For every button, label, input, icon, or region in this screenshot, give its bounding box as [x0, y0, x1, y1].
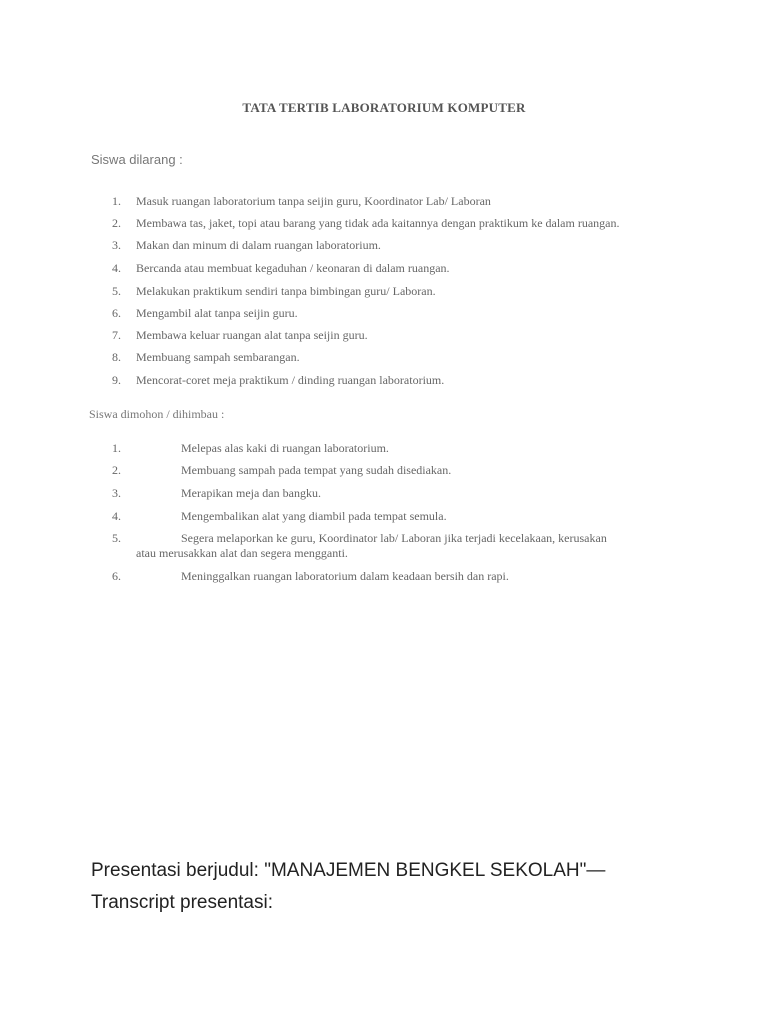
list-item-text: Membuang sampah sembarangan.	[136, 350, 300, 364]
list-item-number: 5.	[112, 284, 121, 298]
list-item-text: Mengambil alat tanpa seijin guru.	[136, 306, 298, 320]
list-item-text: Membawa keluar ruangan alat tanpa seijin guru.	[136, 328, 368, 342]
list-item-number: 6.	[112, 569, 121, 583]
section-requested-label: Siswa dimohon / dihimbau :	[89, 407, 225, 421]
list-item-text: Bercanda atau membuat kegaduhan / keonaran di dalam ruangan.	[136, 261, 450, 275]
list-item-number: 3.	[112, 238, 121, 252]
list-item-number: 4.	[112, 261, 121, 275]
list-item-number: 7.	[112, 328, 121, 342]
list-item-text: Merapikan meja dan bangku.	[181, 486, 321, 500]
list-item-text: Melepas alas kaki di ruangan laboratorium.	[181, 441, 389, 455]
list-item-text: Meninggalkan ruangan laboratorium dalam keadaan bersih dan rapi.	[181, 569, 509, 583]
list-item-number: 2.	[112, 463, 121, 477]
presentation-title: Presentasi berjudul: "MANAJEMEN BENGKEL SEKOLAH"—	[91, 860, 606, 881]
list-item-text: Membawa tas, jaket, topi atau barang yang tidak ada kaitannya dengan praktikum ke dalam ruangan.	[136, 216, 620, 230]
list-item-text: Membuang sampah pada tempat yang sudah disediakan.	[181, 463, 452, 477]
list-item-number: 9.	[112, 373, 121, 387]
list-item-text: Melakukan praktikum sendiri tanpa bimbingan guru/ Laboran.	[136, 284, 436, 298]
list-item-text: Mengembalikan alat yang diambil pada tempat semula.	[181, 509, 447, 523]
list-item-number: 8.	[112, 350, 121, 364]
list-item-text-continued: atau merusakkan alat dan segera mengganti.	[136, 546, 348, 560]
list-item-text: Makan dan minum di dalam ruangan laboratorium.	[136, 238, 381, 252]
transcript-label: Transcript presentasi:	[91, 892, 273, 913]
list-item-number: 3.	[112, 486, 121, 500]
list-item-number: 5.	[112, 531, 121, 545]
list-item-number: 1.	[112, 194, 121, 208]
section-prohibited-label: Siswa dilarang :	[91, 152, 183, 167]
document-title: TATA TERTIB LABORATORIUM KOMPUTER	[242, 100, 526, 115]
list-item-number: 6.	[112, 306, 121, 320]
list-item-number: 2.	[112, 216, 121, 230]
list-item-text: Masuk ruangan laboratorium tanpa seijin guru, Koordinator Lab/ Laboran	[136, 194, 491, 208]
list-item-text: Segera melaporkan ke guru, Koordinator lab/ Laboran jika terjadi kecelakaan, kerusakan	[181, 531, 607, 545]
list-item-text: Mencorat-coret meja praktikum / dinding ruangan laboratorium.	[136, 373, 445, 387]
list-item-number: 1.	[112, 441, 121, 455]
list-item-number: 4.	[112, 509, 121, 523]
